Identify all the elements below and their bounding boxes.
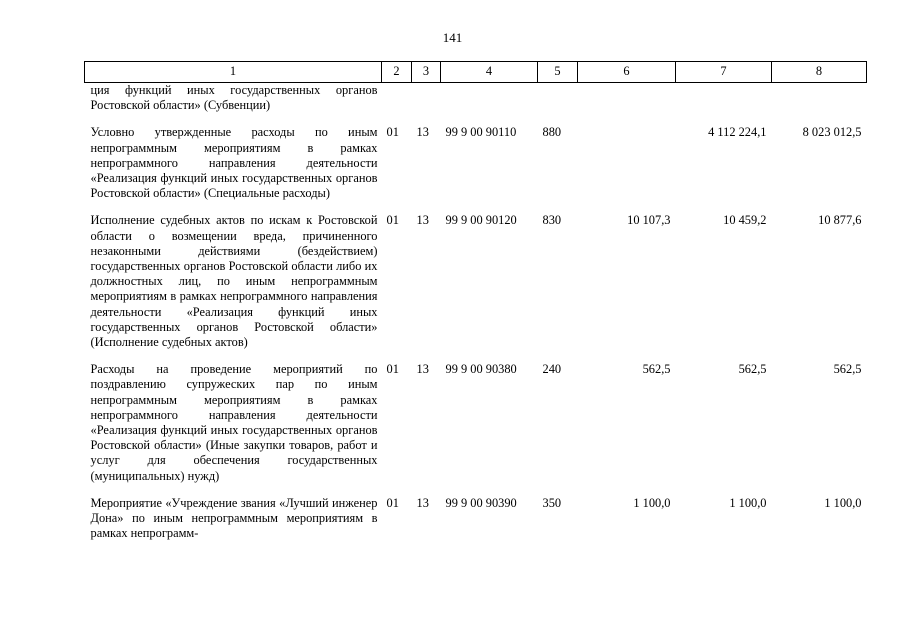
row-sum-2: 1 100,0 bbox=[729, 495, 767, 510]
table-body bbox=[85, 83, 867, 542]
row-sum-3: 10 877,6 bbox=[818, 213, 862, 228]
row-description: Мероприятие «Учреждение звания «Лучший инженер Дона» по иным непрограммным мероприятиям в рамках непрограмм- bbox=[90, 495, 378, 541]
row-sum-1 bbox=[578, 125, 676, 213]
row-pr: 13 bbox=[416, 125, 429, 140]
row-description: ция функций иных государственных органов Ростовской области» (Субвенции) bbox=[90, 83, 378, 113]
row-description: Условно утвержденные расходы по иным непрограммным мероприятиям в рамках непрограммного направления деятельности «Реализация функций иных государственных органов Ростовской области» (Специальные расходы) bbox=[90, 125, 378, 201]
row-csr: 99 9 00 90110 bbox=[445, 125, 517, 140]
column-header-2: 2 bbox=[382, 62, 412, 83]
table-row bbox=[85, 213, 867, 362]
row-sum-2: 10 459,2 bbox=[723, 213, 767, 228]
row-sum-1: 1 100,0 bbox=[633, 495, 671, 510]
column-header-6: 6 bbox=[578, 62, 676, 83]
row-rz: 01 bbox=[386, 213, 399, 228]
row-vr: 350 bbox=[542, 495, 562, 510]
row-sum-3: 8 023 012,5 bbox=[802, 125, 862, 140]
row-vr: 880 bbox=[542, 125, 562, 140]
column-header-5: 5 bbox=[538, 62, 578, 83]
table-row bbox=[85, 125, 867, 213]
row-pr: 13 bbox=[416, 213, 429, 228]
row-pr: 13 bbox=[416, 495, 429, 510]
page-number: 141 bbox=[442, 30, 463, 45]
table-header bbox=[85, 62, 867, 83]
row-sum-1: 562,5 bbox=[642, 362, 671, 377]
column-header-7: 7 bbox=[676, 62, 772, 83]
row-sum-2: 562,5 bbox=[738, 362, 767, 377]
row-empty-cells bbox=[382, 83, 867, 126]
table-row bbox=[85, 496, 867, 542]
column-header-8: 8 bbox=[772, 62, 867, 83]
row-csr: 99 9 00 90120 bbox=[445, 213, 517, 228]
row-sum-3: 562,5 bbox=[833, 362, 862, 377]
header-row bbox=[85, 62, 867, 83]
row-description: Исполнение судебных актов по искам к Ростовской области о возмещении вреда, причиненного незаконными действиями (бездействием) государственных органов Ростовской области либо их должностных лиц, по иным непрограммным мероприятиям в рамках непрограммного направления деятельности «Реализация функций иных государственных органов Ростовской области» (Исполнение судебных актов) bbox=[90, 213, 378, 350]
row-sum-1: 10 107,3 bbox=[627, 213, 671, 228]
row-description: Расходы на проведение мероприятий по поздравлению супружеских пар по иным непрограммным мероприятиям в рамках непрограммного направления деятельности «Реализация функций иных государственных органов Ростовской области» (Иные закупки товаров, работ и услуг для обеспечения государственных (муниципальных) нужд) bbox=[90, 362, 378, 483]
row-sum-2: 4 112 224,1 bbox=[708, 125, 767, 140]
column-header-4: 4 bbox=[441, 62, 538, 83]
row-csr: 99 9 00 90390 bbox=[445, 495, 517, 510]
row-csr: 99 9 00 90380 bbox=[445, 362, 517, 377]
row-rz: 01 bbox=[386, 495, 399, 510]
row-vr: 830 bbox=[542, 213, 562, 228]
table-row-continued bbox=[85, 83, 867, 126]
row-rz: 01 bbox=[386, 362, 399, 377]
column-header-1: 1 bbox=[85, 62, 382, 83]
row-sum-3: 1 100,0 bbox=[824, 495, 862, 510]
column-header-3: 3 bbox=[412, 62, 441, 83]
row-vr: 240 bbox=[542, 362, 562, 377]
row-pr: 13 bbox=[416, 362, 429, 377]
table-row bbox=[85, 362, 867, 496]
budget-table bbox=[84, 61, 867, 541]
row-rz: 01 bbox=[386, 125, 399, 140]
